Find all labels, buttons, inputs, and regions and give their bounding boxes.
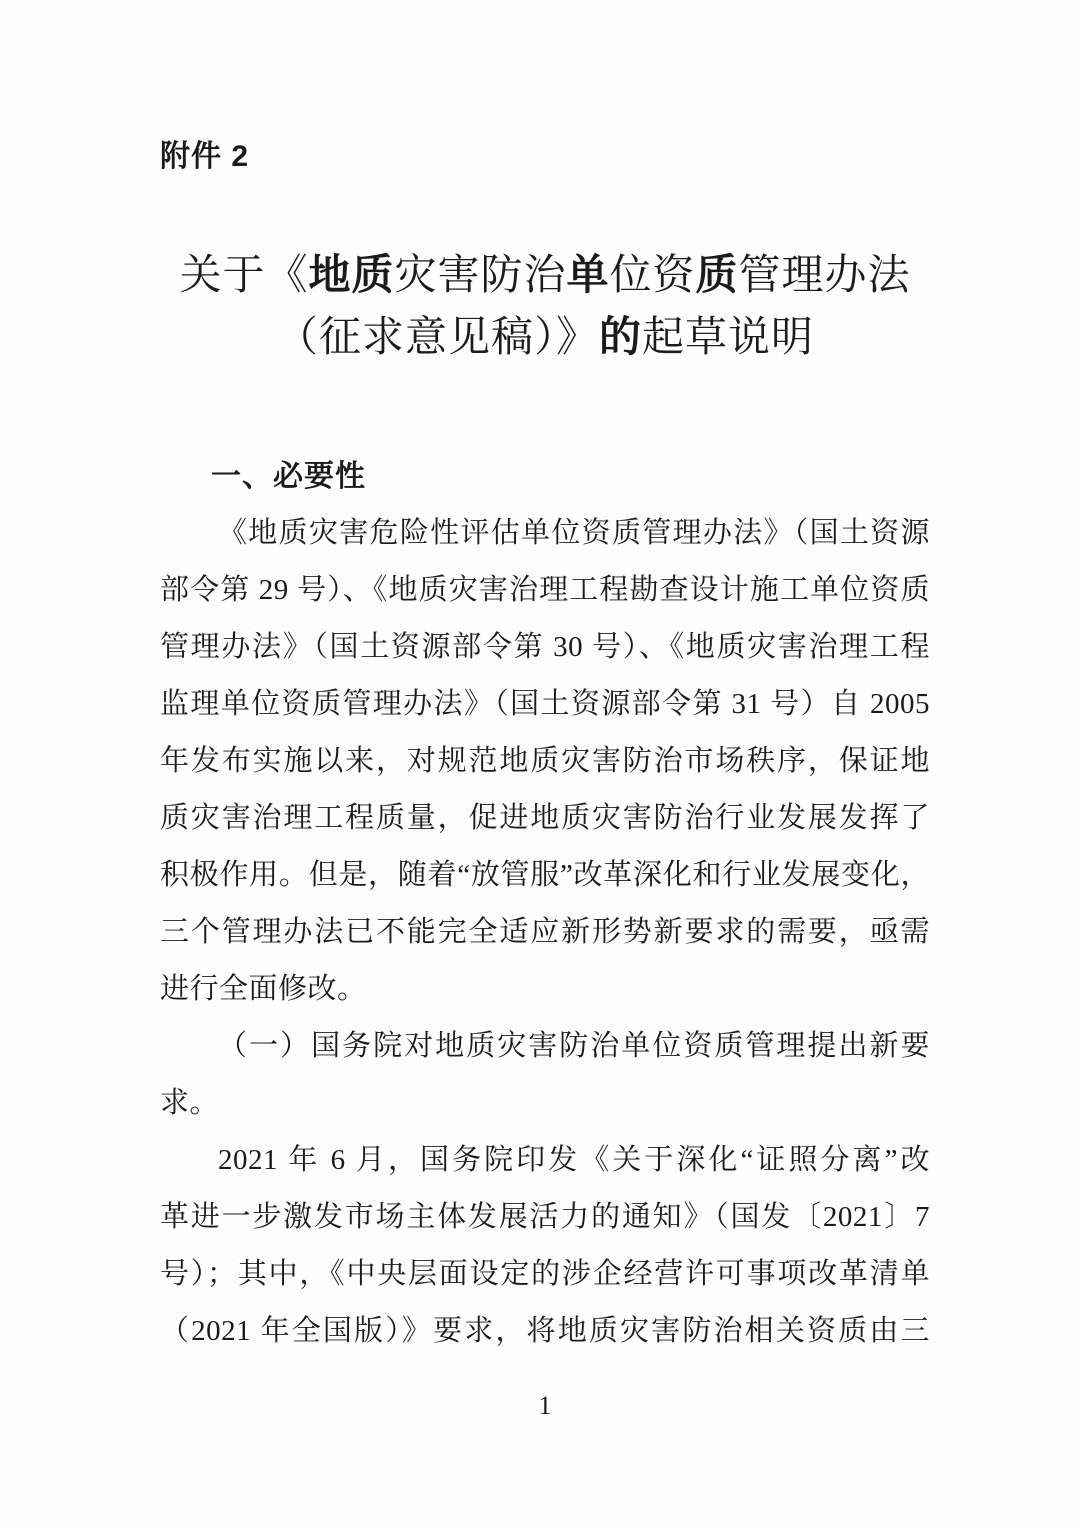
body-line: 革进一步激发市场主体发展活力的通知》（国发〔2021〕7	[160, 1201, 930, 1233]
document-body	[160, 448, 930, 1360]
body-line: 年发布实施以来，对规范地质灾害防治市场秩序，保证地	[160, 745, 930, 777]
body-line: 2021 年 6 月，国务院印发《关于深化“证照分离”改	[218, 1144, 930, 1176]
body-line: 三个管理办法已不能完全适应新形势新要求的需要，亟需	[160, 916, 930, 948]
body-line: 部令第 29 号）、《地质灾害治理工程勘查设计施工单位资质	[160, 574, 930, 606]
body-line: 质灾害治理工程质量，促进地质灾害防治行业发展发挥了	[160, 802, 930, 834]
document-title	[160, 245, 930, 369]
body-line: 积极作用。但是，随着“放管服”改革深化和行业发展变化，	[160, 859, 930, 891]
body-line: 进行全面修改。	[160, 973, 367, 1005]
body-line: （2021 年全国版）》要求，将地质灾害防治相关资质由三	[160, 1315, 930, 1347]
title-line-1: 关于《地质灾害防治单位资质管理办法	[179, 253, 911, 299]
body-line: 监理单位资质管理办法》（国土资源部令第 31 号）自 2005	[160, 688, 930, 720]
body-line: 号）；其中，《中央层面设定的涉企经营许可事项改革清单	[160, 1258, 930, 1290]
section-heading: 一、必要性	[211, 460, 366, 493]
page-number: 1	[538, 1391, 552, 1420]
body-line: （一）国务院对地质灾害防治单位资质管理提出新要	[218, 1030, 930, 1062]
body-line: 管理办法》（国土资源部令第 30 号）、《地质灾害治理工程	[160, 631, 930, 663]
body-line: 求。	[160, 1087, 220, 1119]
attachment-label: 附件 2	[160, 140, 250, 173]
title-line-2: （征求意见稿）》的起草说明	[275, 315, 815, 361]
body-line: 《地质灾害危险性评估单位资质管理办法》（国土资源	[218, 517, 930, 549]
